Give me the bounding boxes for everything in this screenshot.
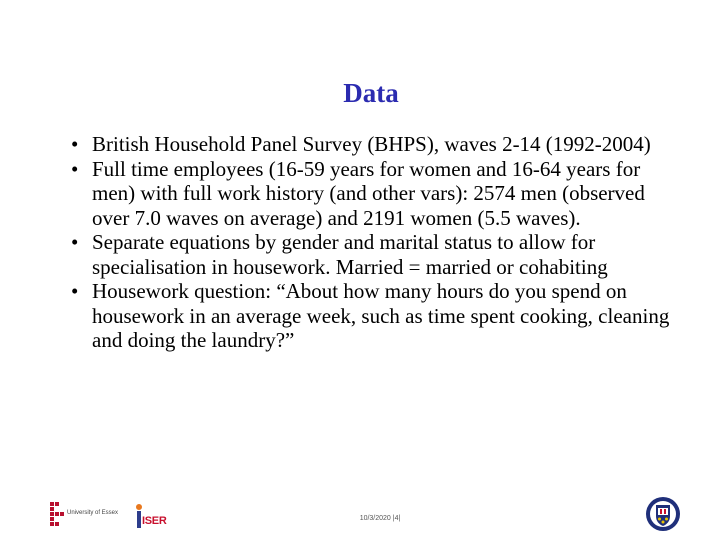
university-crest-icon <box>645 496 681 532</box>
iser-logo-text: ISER <box>142 515 167 527</box>
bullet-item <box>71 230 672 279</box>
iser-logo <box>132 500 172 530</box>
footer-date-page: 10/3/2020 |4| <box>359 515 401 522</box>
bullet-icon: • <box>71 230 79 254</box>
bullet-icon: • <box>71 156 79 181</box>
bullet-icon: • <box>71 132 79 156</box>
bullet-text: British Household Panel Survey (BHPS), waves 2-14 (1992-2004) <box>92 132 651 156</box>
essex-logo-icon <box>50 502 64 528</box>
bullet-item <box>71 156 672 231</box>
bullet-item <box>71 132 672 157</box>
bullet-icon: • <box>71 279 79 303</box>
bullet-list <box>71 132 672 353</box>
bullet-text: Housework question: “About how many hours do you spend on housework in an average week, such as time spent cooking, cleaning and doing the laundry?” <box>92 279 670 352</box>
bullet-text: Separate equations by gender and marital status to allow for specialisation in housework. Married = married or cohabiting <box>92 230 608 279</box>
bullet-text: Full time employees (16-59 years for women and 16-64 years for men) with full work history (and other vars): 2574 men (observed over 7.0 waves on average) and 2191 women (5.5 waves). <box>92 156 645 230</box>
university-logo-text: University of Essex <box>67 510 119 516</box>
bullet-item <box>71 279 672 353</box>
slide-title: Data <box>343 78 399 108</box>
